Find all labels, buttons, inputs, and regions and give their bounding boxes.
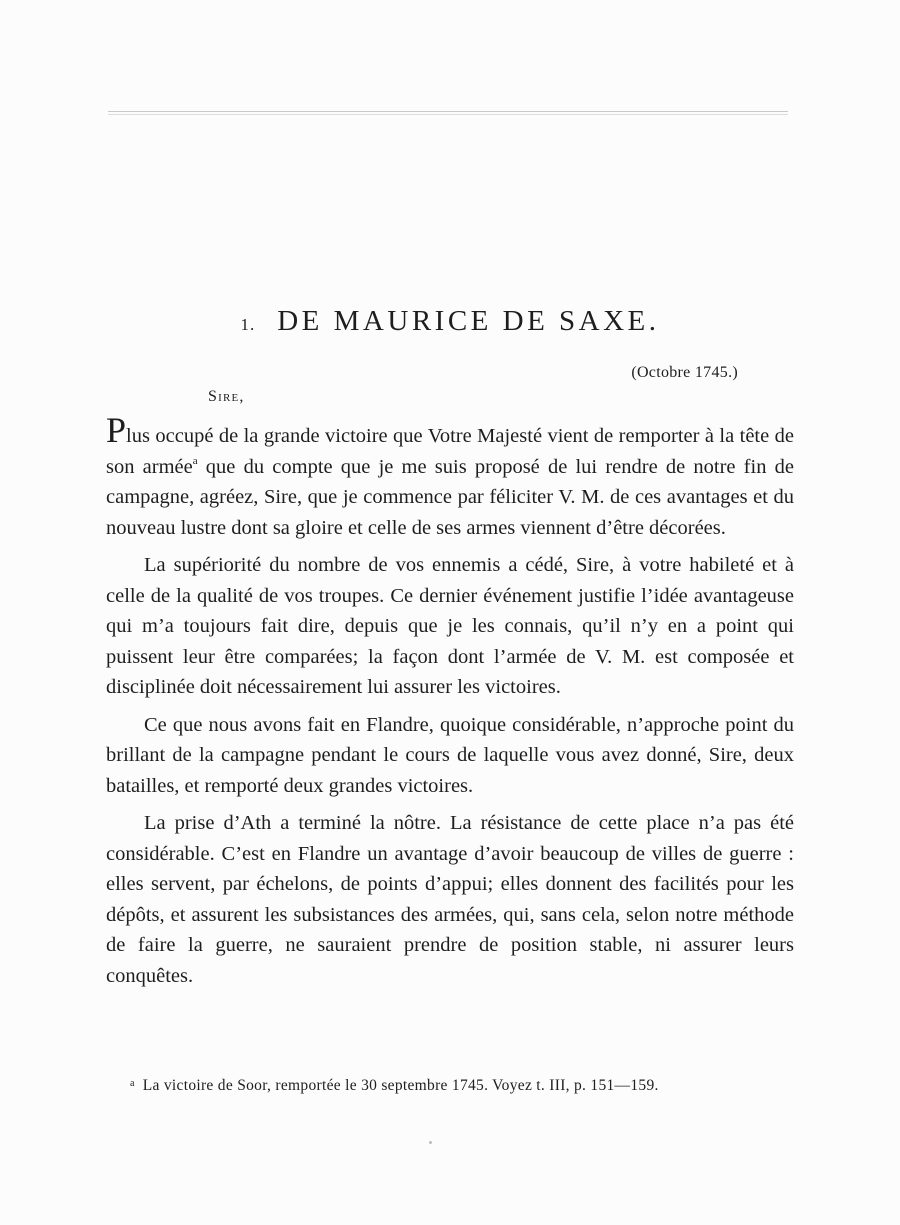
- paragraph-3: Ce que nous avons fait en Flandre, quoique considérable, n’approche point du brillant de la campagne pendant le cours de laquelle vous avez donné, Sire, deux batailles, et remporté deux grandes victoires.: [106, 713, 794, 797]
- letter-title: [0, 305, 900, 338]
- drop-cap: P: [106, 410, 127, 450]
- letter-number: 1.: [240, 315, 256, 334]
- footnote-text: La victoire de Soor, remportée le 30 septembre 1745. Voyez t. III, p. 151—159.: [142, 1077, 659, 1094]
- footnote-mark: a: [130, 1078, 135, 1089]
- paragraph-1-text-a: lus occupé de la grande victoire que Votre Majesté vient de remporter à la tête de son armée: [106, 425, 794, 478]
- page-speck: [429, 1141, 432, 1144]
- letter-title-text: DE MAURICE DE SAXE.: [277, 305, 660, 337]
- paragraph-1: [106, 410, 794, 543]
- letter-date: (Octobre 1745.): [631, 364, 738, 381]
- paragraph-2: La supériorité du nombre de vos ennemis a cédé, Sire, à votre habileté et à celle de la qualité de vos troupes. Ce dernier événement justifie l’idée avantageuse qui m’a toujours fait dire, depuis que je les connais, qu’il n’y en a point qui puissent leur être comparées; la façon dont l’armée de V. M. est composée et disciplinée doit nécessairement lui assurer les victoires.: [106, 554, 794, 698]
- paragraph-1-text-b: que du compte que je me suis proposé de lui rendre de notre fin de campagne, agréez, Sire, que je commence par féliciter V. M. de ces avantages et du nouveau lustre dont sa gloire et celle de ses armes viennent d’être décorées.: [106, 455, 794, 539]
- footnote-reference[interactable]: a: [192, 454, 198, 467]
- paragraph-4: La prise d’Ath a terminé la nôtre. La résistance de cette place n’a pas été considérable. C’est en Flandre un avantage d’avoir beaucoup de villes de guerre : elles servent, par échelons, de points d’appui; elles donnent des facilités pour les dépôts, et assurent les subsistances des armées, qui, sans cela, selon notre méthode de faire la guerre, ne sauraient prendre de position stable, ni assurer leurs conquêtes.: [106, 812, 794, 987]
- letter-body: [106, 410, 794, 998]
- header-rule: [108, 111, 788, 115]
- salutation: Sire,: [208, 388, 245, 405]
- footnote: [130, 1077, 830, 1095]
